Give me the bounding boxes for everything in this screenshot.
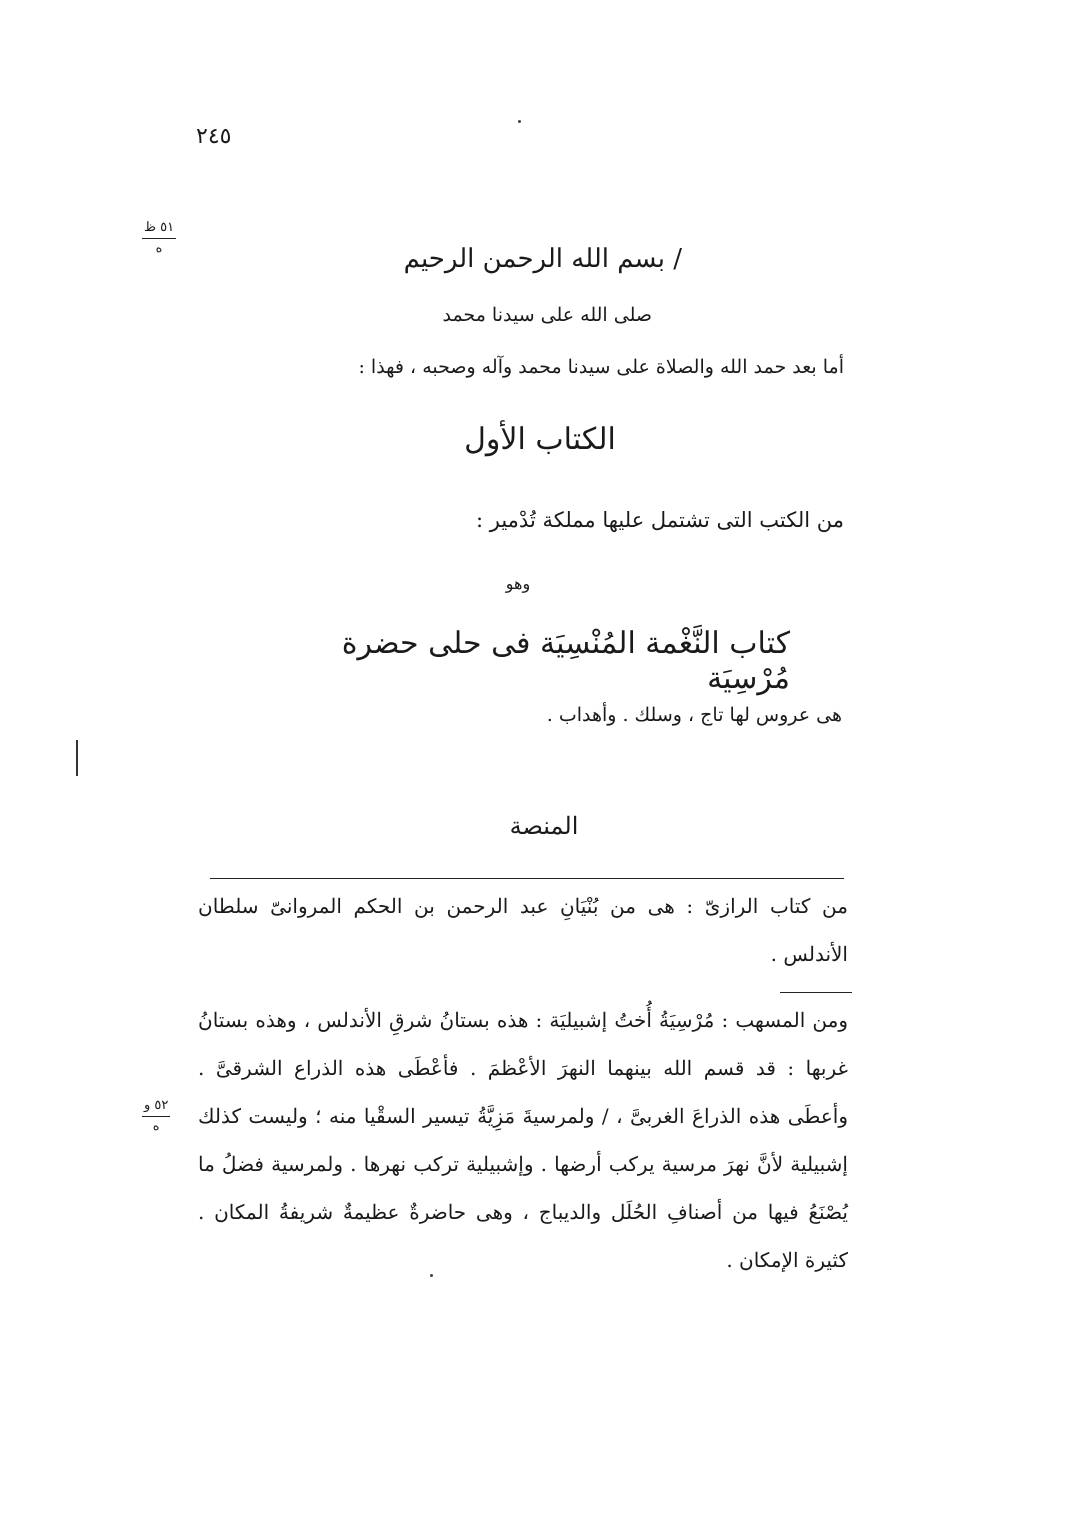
margin-note-top: ٥١ ظ — [142, 220, 176, 239]
margin-bar — [76, 740, 78, 776]
paragraph-razi: من كتاب الرازىّ : هى من بُنْيَانِ عبد الرحمن بن الحكم المروانىّ سلطان الأندلس . — [198, 894, 848, 966]
book-title: الكتاب الأول — [464, 422, 616, 457]
margin-note-folio-51 — [142, 220, 176, 257]
basmala: / بسم الله الرحمن الرحيم — [403, 244, 682, 274]
connector-word: وهو — [505, 574, 531, 593]
ink-speck — [518, 120, 521, 123]
rule-divider — [210, 878, 844, 879]
rule-divider — [780, 992, 852, 993]
margin-note-bottom: ه — [152, 1119, 160, 1134]
margin-note-top: ٥٢ و — [142, 1098, 170, 1117]
page-number: ٢٤٥ — [196, 124, 232, 149]
paragraph-musahhab: ومن المسهب : مُرْسِيَةُ أُختُ إشبيليَة : هذه بستانُ شرقِ الأندلس ، وهذه بستانُ غربها : قد قسم الله بينهما النهرَ الأعْظمَ . فأعْطَى هذه الذراع الشرقىَّ . وأعطَى هذه الذراعَ الغربىَّ ، / ولمرسيةَ مَزِيَّةُ تيسير السقْيا منه ؛ وليست كذلك إشبيلية لأنَّ نهرَ مرسية يركب أرضها . وإشبيلية تركب نهرها . ولمرسية فضلُ ما يُصْنَعُ فيها من أصنافِ الحُلَل والديباج ، وهى حاضرةٌ عظيمةٌ شريفةُ المكان . كثيرة الإمكان . — [198, 1008, 848, 1272]
salat-line: صلى الله على سيدنا محمد — [442, 304, 652, 326]
margin-note-bottom: ه — [155, 241, 163, 256]
book-subtitle: من الكتب التى تشتمل عليها مملكة تُدْمير : — [476, 508, 844, 532]
kitab-title: كتاب النَّغْمة المُنْسِيَة فى حلى حضرة مُرْسِيَة — [341, 626, 790, 696]
section-title: المنصة — [509, 812, 579, 840]
opening-line: أما بعد حمد الله والصلاة على سيدنا محمد وآله وصحبه ، فهذا : — [358, 356, 844, 378]
margin-note-folio-52 — [142, 1098, 170, 1135]
description-line: هى عروس لها تاج ، وسلك . وأهداب . — [546, 704, 842, 726]
